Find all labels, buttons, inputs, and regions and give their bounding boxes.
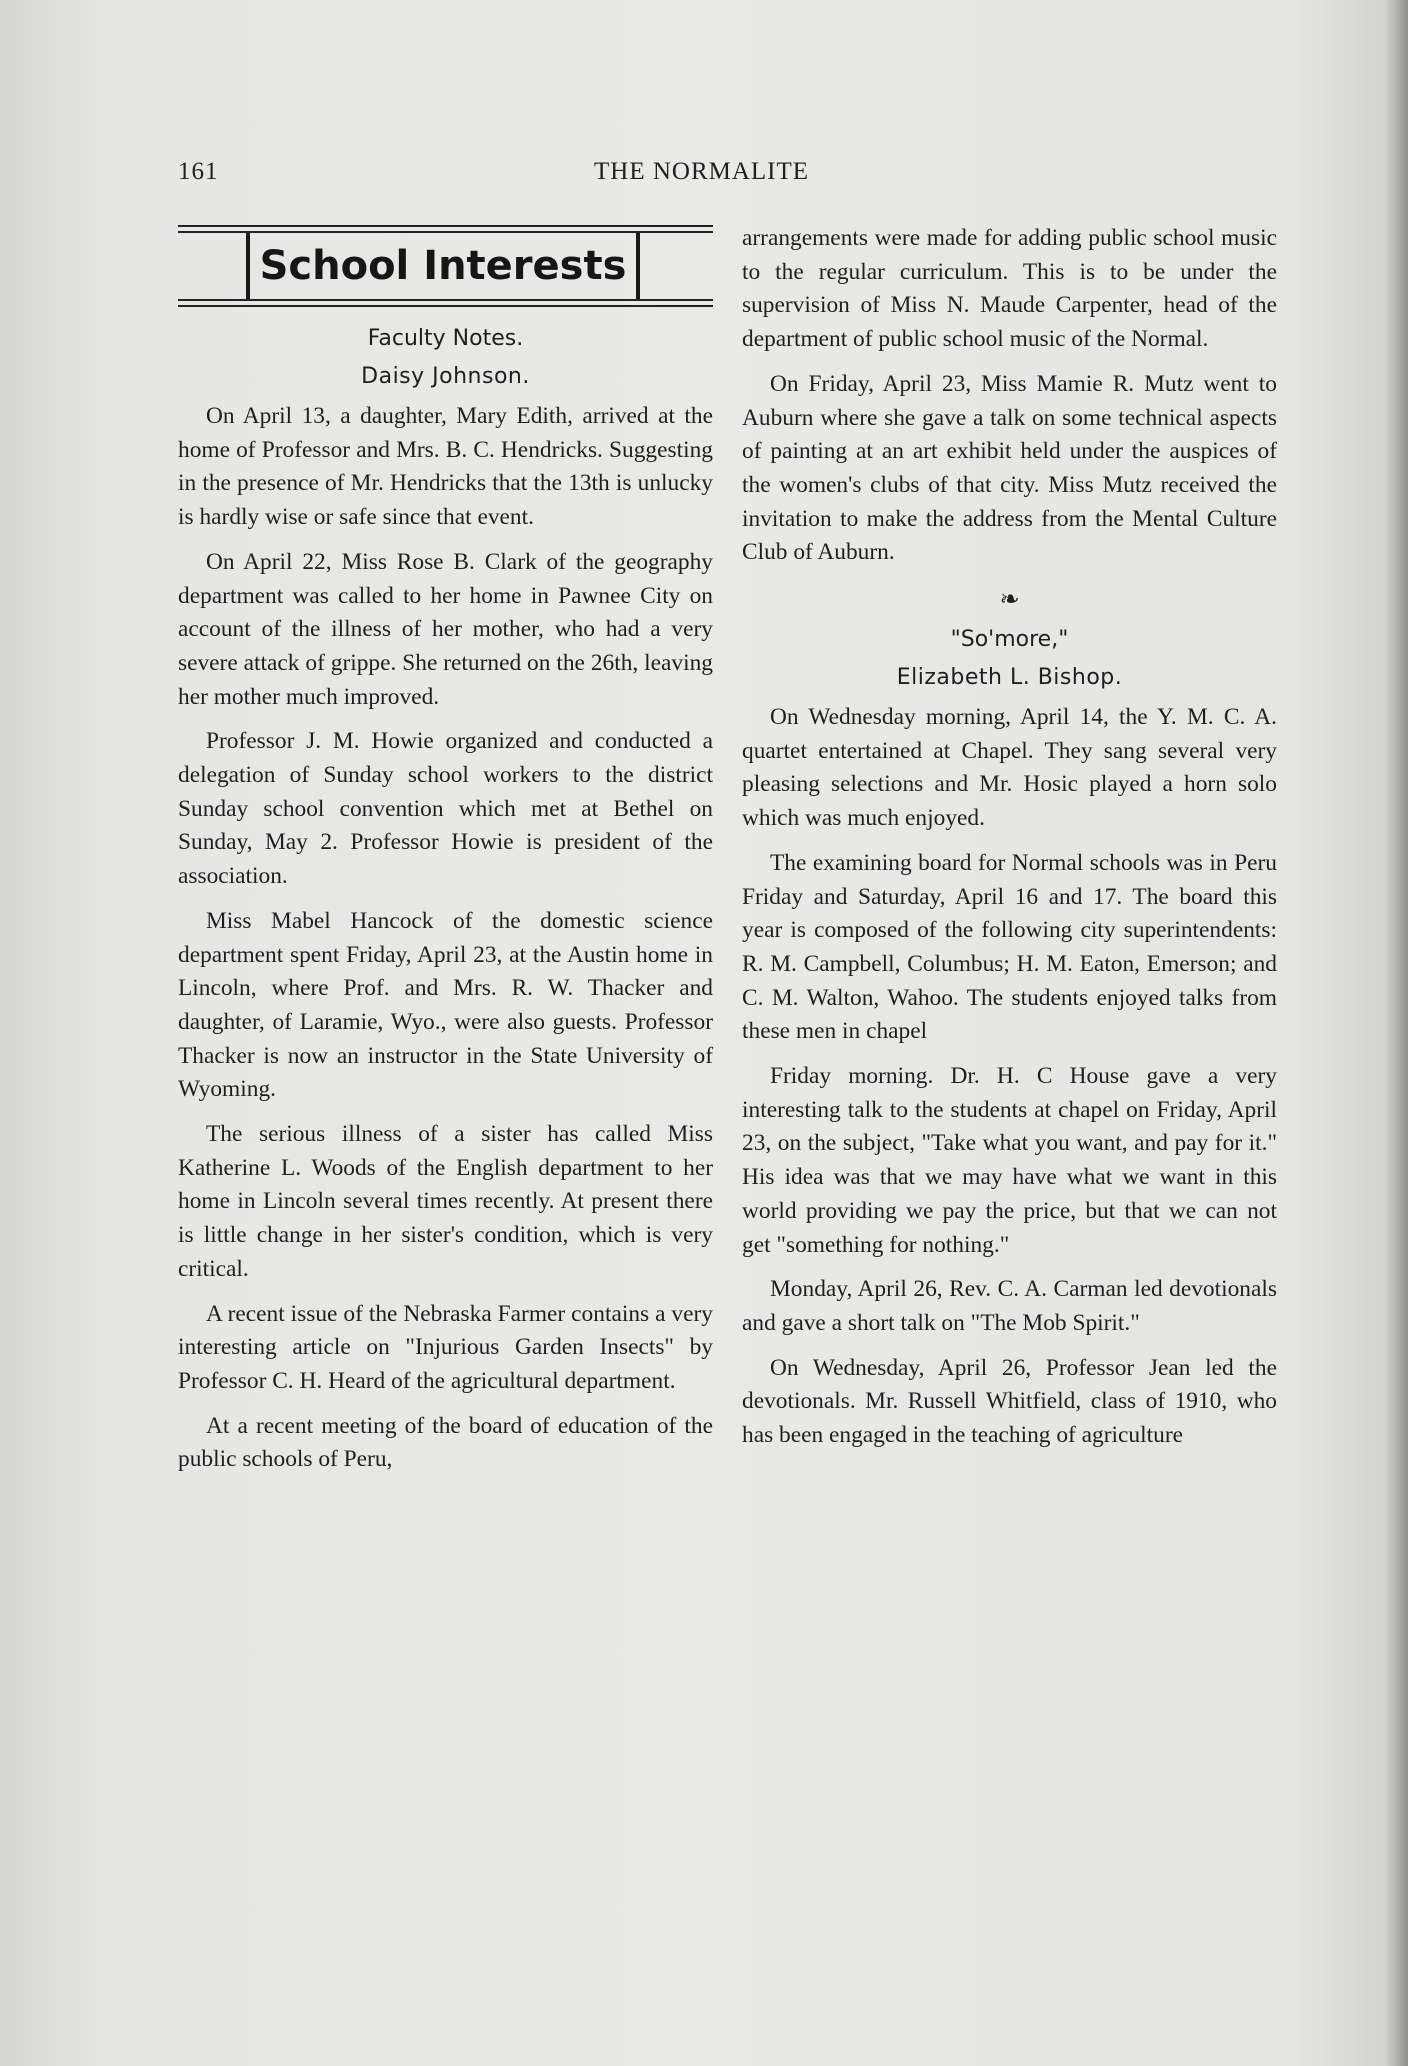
journal-title: THE NORMALITE [594, 158, 810, 185]
paragraph: Monday, April 26, Rev. C. A. Carman led devotionals and gave a short talk on "The Mob Spirit." [742, 1276, 1277, 1336]
paragraph: The serious illness of a sister has called Miss Katherine L. Woods of the English department to her home in Lincoln several times recently. At present there is little change in her sister's condition, which is very critical. [178, 1121, 713, 1282]
paragraph: The examining board for Normal schools was in Peru Friday and Saturday, April 16 and 17. The board this year is composed of the following city superintendents: R. M. Campbell, Columbus; H. M. Eaton, Emerson; and C. M. Walton, Wahoo. The students enjoyed talks from these men in chapel [742, 849, 1277, 1045]
right-column [742, 222, 1277, 1464]
running-head [178, 158, 1258, 194]
section-banner [178, 222, 713, 312]
paragraph: On Friday, April 23, Miss Mamie R. Mutz went to Auburn where she gave a talk on some technical aspects of painting at an art exhibit held under the auspices of the women's clubs of that city. Miss Mutz received the invitation to make the address from the Mental Culture Club of Auburn. [742, 370, 1277, 566]
paragraph: Miss Mabel Hancock of the domestic science department spent Friday, April 23, at the Austin home in Lincoln, where Prof. and Mrs. R. W. Thacker and daughter, of Laramie, Wyo., were also guests. Professor Thacker is now an instructor in the State University of Wyoming. [178, 907, 713, 1103]
paragraph: On Wednesday morning, April 14, the Y. M. C. A. quartet entertained at Chapel. They sang several very pleasing selections and Mr. Hosic played a horn solo which was much enjoyed. [742, 704, 1277, 832]
paragraph: Professor J. M. Howie organized and conducted a delegation of Sunday school workers to the district Sunday school convention which met at Bethel on Sunday, May 2. Professor Howie is president of the association. [178, 728, 713, 890]
paragraph: At a recent meeting of the board of education of the public schools of Peru, [178, 1412, 713, 1473]
left-column [178, 222, 713, 1488]
paragraph-continued: arrangements were made for adding public school music to the regular curriculum. This is to be under the supervision of Miss N. Maude Carpenter, head of the department of public school music of the Normal. [742, 225, 1277, 353]
banner-bar-right [636, 233, 640, 299]
section-title: School Interests [259, 243, 627, 289]
somore-byline: Elizabeth L. Bishop. [896, 665, 1123, 691]
banner-rule [178, 305, 713, 307]
fleuron-ornament-icon: ❧ [999, 585, 1020, 614]
somore-heading: "So'more," [950, 627, 1069, 653]
page-number: 161 [178, 158, 219, 185]
banner-rule [178, 299, 713, 301]
banner-rule [178, 225, 713, 227]
paragraph: On April 13, a daughter, Mary Edith, arrived at the home of Professor and Mrs. B. C. Hendricks. Suggesting in the presence of Mr. Hendricks that the 13th is unlucky is hardly wise or safe since that event. [178, 403, 713, 531]
binding-edge [1386, 0, 1408, 2066]
paragraph: Friday morning. Dr. H. C House gave a very interesting talk to the students at chapel on Friday, April 23, on the subject, "Take what you want, and pay for it." His idea was that we may have what we want in this world providing we pay the price, but that we can not get "something for nothing." [742, 1063, 1277, 1258]
faculty-notes-byline: Daisy Johnson. [361, 364, 530, 389]
paragraph: A recent issue of the Nebraska Farmer contains a very interesting article on "Injurious Garden Insects" by Professor C. H. Heard of the agricultural department. [178, 1300, 713, 1394]
paragraph: On Wednesday, April 26, Professor Jean led the devotionals. Mr. Russell Whitfield, class of 1910, who has been engaged in the teaching of agriculture [742, 1354, 1277, 1449]
faculty-notes-heading: Faculty Notes. [367, 326, 524, 351]
banner-rule [178, 231, 713, 233]
paragraph: On April 22, Miss Rose B. Clark of the geography department was called to her home in Pawnee City on account of the illness of her mother, who had a very severe attack of grippe. She returned on the 26th, leaving her mother much improved. [178, 548, 713, 710]
